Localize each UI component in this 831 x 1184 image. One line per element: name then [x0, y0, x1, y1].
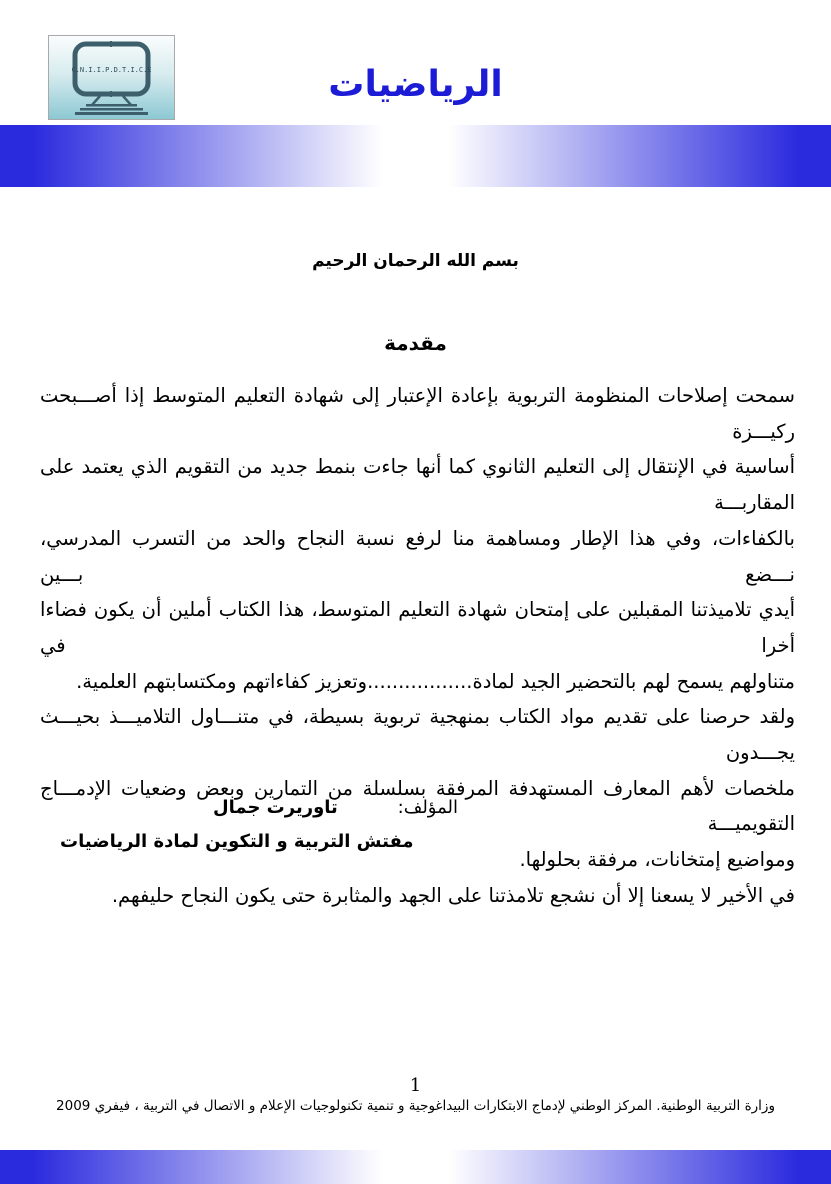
paragraph-line: بالكفاءات، وفي هذا الإطار ومساهمة منا لرفع نسبة النجاح والحد من التسرب المدرسي، نـــضع بـــين	[40, 526, 795, 586]
header-gradient-bar	[0, 125, 831, 187]
author-label: المؤلف:	[397, 797, 458, 818]
paragraph-line: متناولهم يسمح لهم بالتحضير الجيد لمادة.................وتعزيز كفاءاتهم ومكتسابتهم العلمية.	[76, 669, 795, 693]
author-line	[213, 797, 458, 818]
paragraph-line: ولقد حرصنا على تقديم مواد الكتاب بمنهجية تربوية بسيطة، في متنـــاول التلاميـــذ بحيـــث يجـــدون	[40, 705, 795, 765]
paragraph-line: أساسية في الإنتقال إلى التعليم الثانوي كما أنها جاءت بنمط جديد من التقويم الذي يعتمد على المقاربـــة	[40, 455, 795, 515]
svg-text:C.N.I.I.P.D.T.I.C.E: C.N.I.I.P.D.T.I.C.E	[71, 66, 152, 74]
paragraph-line: ومواضيع إمتخانات، مرفقة بحلولها.	[519, 848, 795, 872]
paragraph-line: ملخصات لأهم المعارف المستهدفة المرفقة بسلسلة من التمارين وبعض وضعيات الإدمـــاج التقويميـــة	[40, 776, 795, 836]
paragraph-line: أيدي تلاميذتنا المقبلين على إمتحان شهادة التعليم المتوسط، هذا الكتاب أملين أن يكون فضاءا أخرا في	[40, 598, 795, 657]
author-name: تاوريرت جمال	[213, 797, 338, 818]
author-role: مفتش التربية و التكوين لمادة الرياضيات	[60, 831, 414, 852]
basmala-line: بسم الله الرحمان الرحيم	[312, 251, 519, 271]
page-title: الرياضيات	[328, 64, 503, 105]
footer-credit-line: وزارة التربية الوطنية. المركز الوطني لإدماج الابتكارات البيداغوجية و تنمية تكنولوجيات الإعلام و الاتصال في التربية ، فيفري 2009	[56, 1098, 775, 1114]
introduction-heading: مقدمة	[384, 331, 447, 355]
paragraph-line: في الأخير لا يسعنا إلا أن نشجع تلامذتنا على الجهد والمثابرة حتى يكون النجاح حليفهم.	[111, 883, 795, 907]
page-number: 1	[409, 1075, 422, 1096]
paragraph-line: سمحت إصلاحات المنظومة التربوية بإعادة الإعتبار إلى شهادة التعليم المتوسط إذا أصـــبحت ركيـــزة	[40, 384, 795, 443]
footer-gradient-bar	[0, 1150, 831, 1184]
